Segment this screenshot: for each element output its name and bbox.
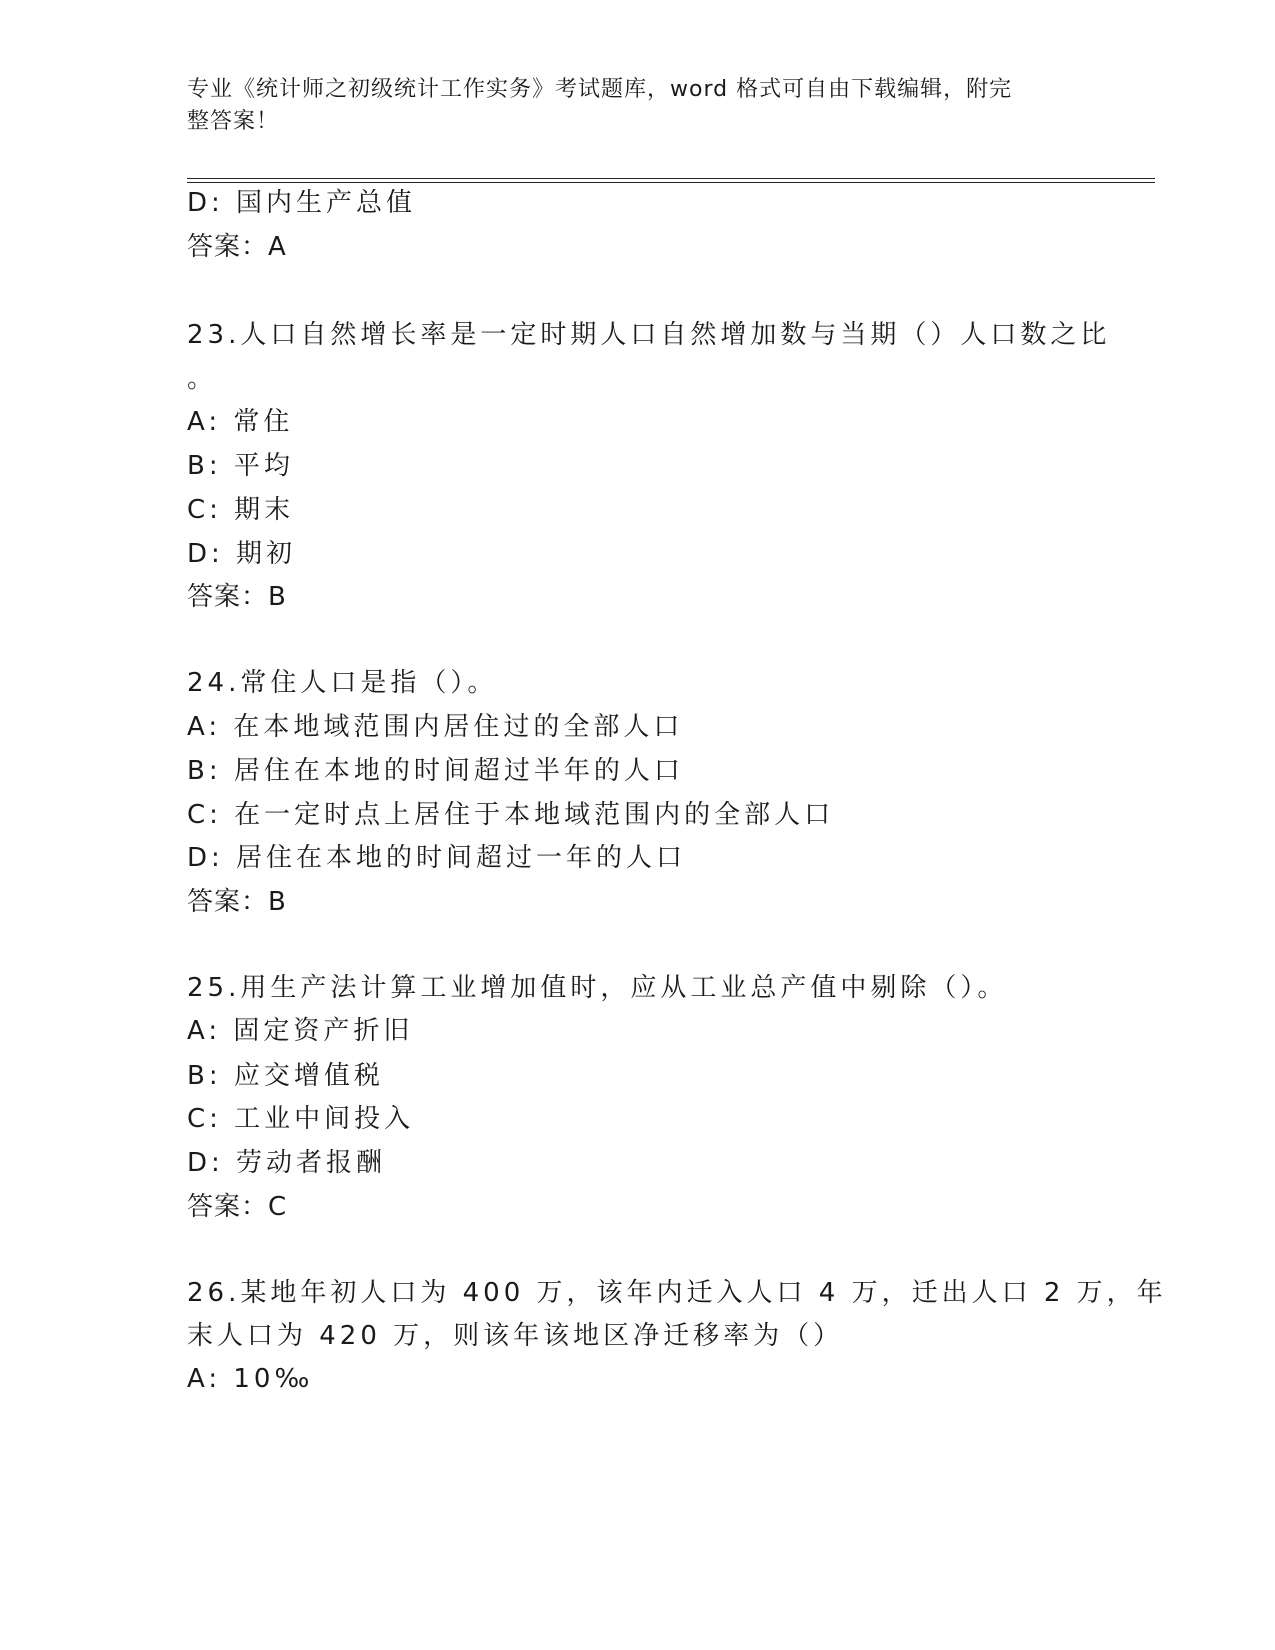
q22-answer: 答案：A <box>187 232 287 262</box>
q23-answer: 答案：B <box>187 582 287 612</box>
q23-stem-line-2: 。 <box>187 364 218 394</box>
q24-option-c: C: 在一定时点上居住于本地域范围内的全部人口 <box>187 800 835 830</box>
header-divider-top <box>187 178 1155 179</box>
header-divider-bottom <box>187 182 1155 183</box>
q24-option-b: B: 居住在本地的时间超过半年的人口 <box>187 756 684 786</box>
q25-answer: 答案：C <box>187 1192 288 1222</box>
q25-option-a: A: 固定资产折旧 <box>187 1016 414 1046</box>
q26-stem-line-2: 末人口为 420 万，则该年该地区净迁移率为（） <box>187 1321 844 1351</box>
q25-option-c: C: 工业中间投入 <box>187 1104 415 1134</box>
q24-option-a: A: 在本地域范围内居住过的全部人口 <box>187 712 684 742</box>
q26-stem-line-1: 26.某地年初人口为 400 万，该年内迁入人口 4 万，迁出人口 2 万，年 <box>187 1278 1167 1308</box>
q25-stem: 25.用生产法计算工业增加值时，应从工业总产值中剔除（）。 <box>187 973 1008 1003</box>
q25-option-b: B: 应交增值税 <box>187 1061 384 1091</box>
q24-answer: 答案：B <box>187 887 287 917</box>
q23-option-d: D: 期初 <box>187 539 297 569</box>
q25-option-d: D: 劳动者报酬 <box>187 1148 387 1178</box>
q26-option-a: A: 10‰ <box>187 1364 314 1394</box>
q23-option-c: C: 期末 <box>187 495 295 525</box>
header-line-2: 整答案！ <box>187 109 280 134</box>
q24-option-d: D: 居住在本地的时间超过一年的人口 <box>187 843 687 873</box>
q24-stem: 24.常住人口是指（）。 <box>187 668 498 698</box>
q23-option-b: B: 平均 <box>187 451 294 481</box>
document-header <box>187 74 1087 138</box>
q23-option-a: A: 常住 <box>187 407 294 437</box>
q23-stem-line-1: 23.人口自然增长率是一定时期人口自然增加数与当期（）人口数之比 <box>187 320 1111 350</box>
header-line-1: 专业《统计师之初级统计工作实务》考试题库，word 格式可自由下载编辑，附完 <box>187 77 1013 102</box>
q22-option-d: D: 国内生产总值 <box>187 188 417 218</box>
